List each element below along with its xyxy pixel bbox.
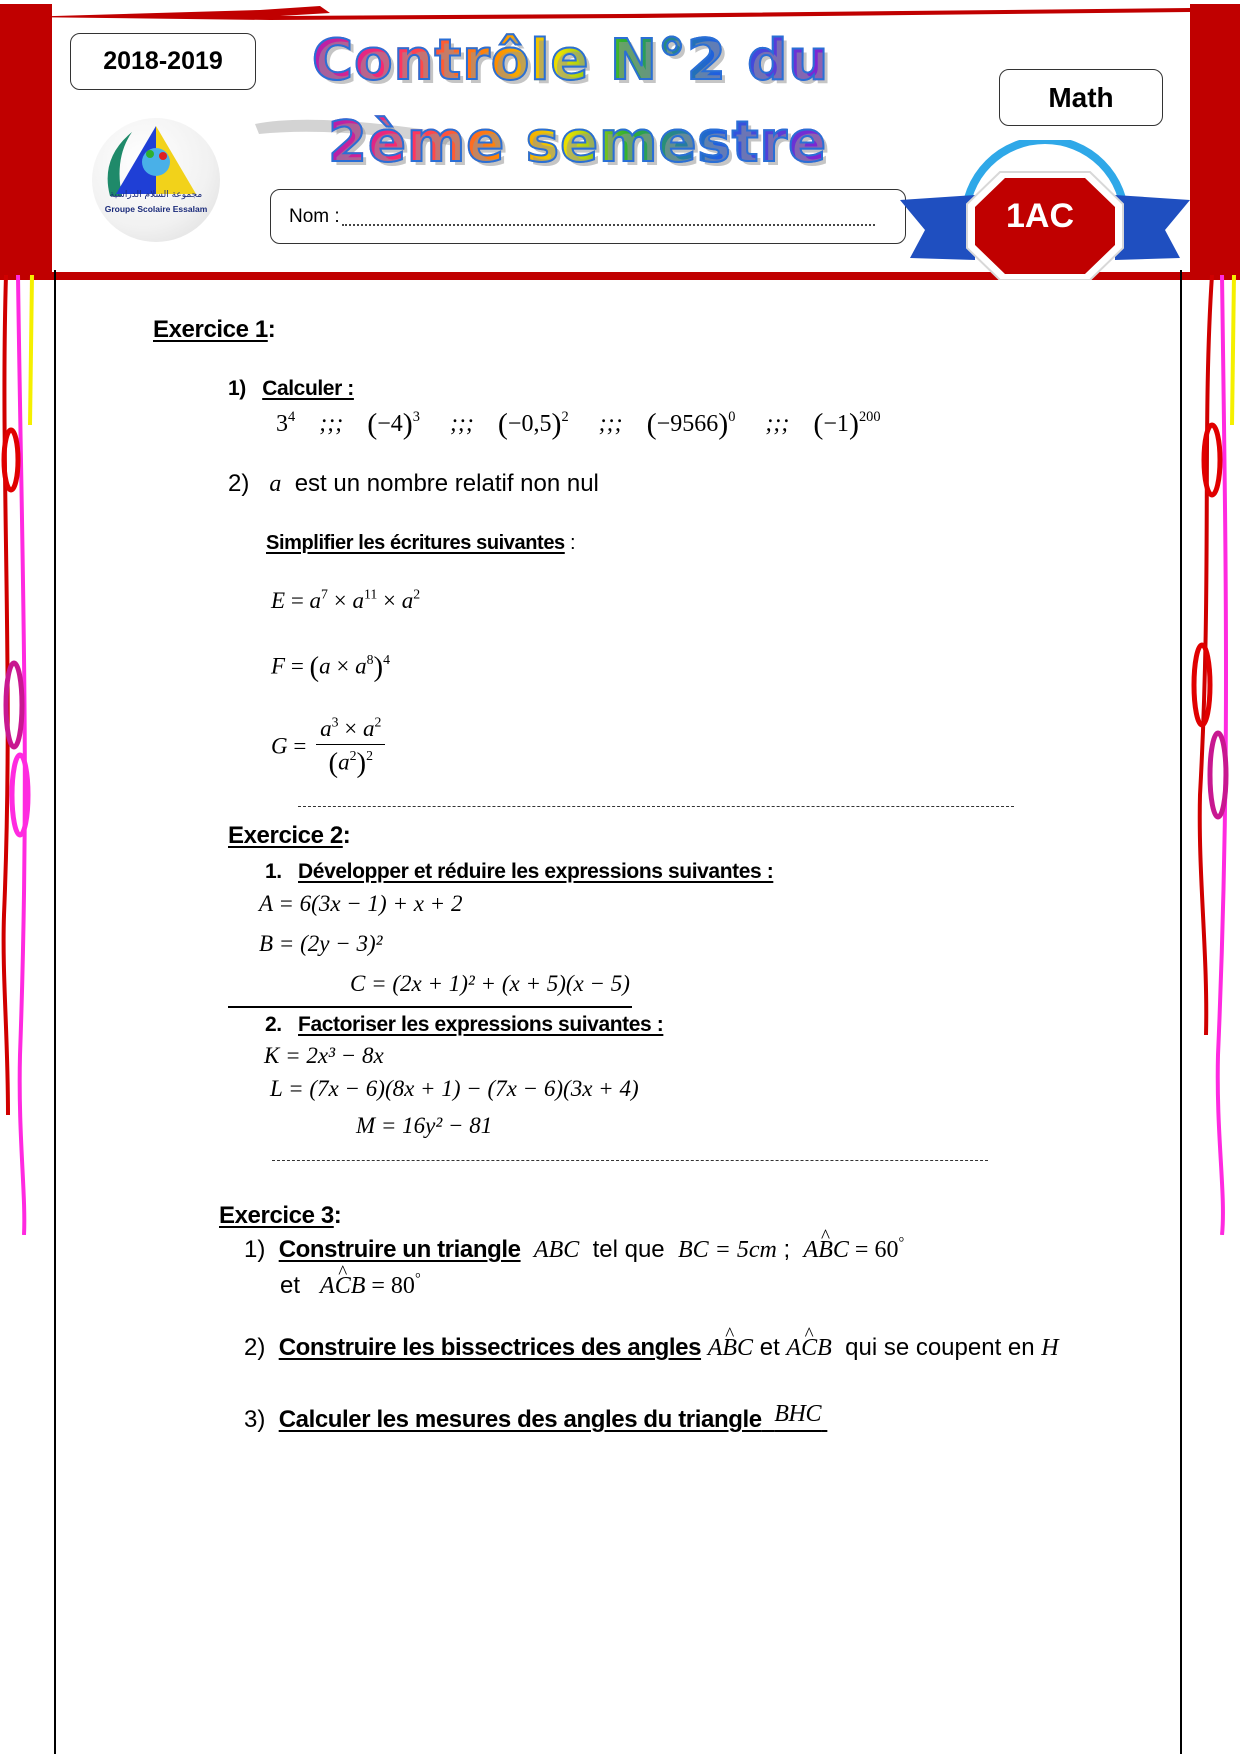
ex3-q1-number: 1)	[244, 1236, 266, 1263]
expression-G: G = $\frac{a^3 \times a^2}{(a^2)^2}$	[271, 716, 385, 780]
expression-E: $E = a^7 \times a^{11} \times a^2$	[271, 586, 421, 613]
ex2-part2-heading	[265, 1013, 663, 1037]
expression-M: M = 16y² − 81	[356, 1113, 493, 1138]
ex1-q1-expressions	[276, 407, 881, 441]
power-item-5: $(-1)^{200}$	[813, 407, 881, 440]
ex3-q3-number: 3)	[244, 1406, 266, 1433]
ex3-q2-et: et	[759, 1334, 780, 1361]
length-BC: BC = 5cm	[678, 1237, 777, 1263]
power-item-1: $3^4$	[276, 408, 296, 437]
expression-C: C = (2x + 1)² + (x + 5)(x − 5)	[350, 971, 630, 996]
exercise3-colon: :	[333, 1202, 342, 1229]
power-item-4: $(-9566)^0$	[646, 407, 736, 440]
ex3-q3-label: Calculer les mesures des angles du triangle	[278, 1406, 762, 1433]
point-H: H	[1041, 1335, 1059, 1361]
expression-L: L = (7x − 6)(8x + 1) − (7x − 6)(3x + 4)	[270, 1076, 639, 1101]
expression-A: A = 6(3x − 1) + x + 2	[259, 891, 463, 916]
angle-ABC: A^ BC = 60°	[804, 1237, 905, 1263]
variable-a: a	[269, 471, 282, 497]
ex3-q1-et: et	[280, 1272, 301, 1299]
ex3-q2-text: qui se coupent en	[845, 1334, 1035, 1361]
ex2-part1-label: Développer et réduire les expressions suivantes :	[298, 860, 774, 883]
separator: ;;;	[319, 410, 344, 437]
school-year: 2018-2019	[103, 47, 223, 75]
separator-solid	[228, 1006, 632, 1008]
instruction-colon: :	[569, 532, 576, 554]
expression-K: K = 2x³ − 8x	[264, 1043, 384, 1068]
exercise1-title	[153, 316, 275, 344]
separator: ;;;	[449, 410, 474, 437]
ex3-q2-label: Construire les bissectrices des angles	[278, 1334, 702, 1361]
ex2-part2-label: Factoriser les expressions suivantes :	[298, 1013, 664, 1036]
ex3-q2-number: 2)	[244, 1334, 266, 1361]
ex1-q1-heading	[228, 377, 354, 401]
angle-ACB: A^ CB = 80°	[320, 1273, 421, 1299]
ex2-part1-number: 1.	[265, 860, 282, 883]
ex3-q2	[244, 1334, 1059, 1362]
exam-title-line1: Contrôle N°2 du	[312, 28, 830, 93]
logo-french-text: Groupe Scolaire Essalam	[104, 204, 208, 214]
name-label: Nom :	[289, 205, 340, 227]
power-item-2: $(-4)^3$	[367, 407, 420, 440]
ex1-q2-statement	[228, 470, 599, 498]
ex2-part1-heading	[265, 860, 773, 884]
ex3-q1-label: Construire un triangle	[278, 1236, 521, 1263]
ex1-q2-text: est un nombre relatif non nul	[294, 470, 599, 497]
ex1-q1-number: 1)	[228, 377, 246, 400]
exercise2-title-text: Exercice 2	[228, 822, 343, 849]
simplify-instruction: Simplifier les écritures suivantes	[266, 532, 565, 554]
ex2-part2-number: 2.	[265, 1013, 282, 1036]
ex1-q2-instruction	[228, 532, 575, 555]
subject-label: Math	[1048, 81, 1114, 113]
exercise2-colon: :	[342, 822, 351, 849]
exercise2-title	[228, 822, 350, 850]
triangle-BHC: BHC	[774, 1401, 822, 1427]
exercise1-title-text: Exercice 1	[153, 316, 268, 343]
separator: ;;;	[765, 410, 790, 437]
power-item-3: $(-0,5)^2$	[497, 407, 569, 440]
level-badge: 1AC	[1005, 196, 1075, 235]
fraction: $\frac{a^3 \times a^2}{(a^2)^2}$	[316, 716, 385, 780]
expression-B: B = (2y − 3)²	[259, 931, 383, 956]
exercise3-title	[219, 1202, 341, 1230]
ex3-q1	[244, 1236, 904, 1264]
ex1-q1-label: Calculer :	[262, 377, 354, 400]
ex3-q1-text: tel que	[592, 1236, 665, 1263]
exercise1-colon: :	[267, 316, 276, 343]
logo-arabic-text: مجموعة السلام الدراسية	[109, 190, 203, 200]
separator: ;;;	[598, 410, 623, 437]
ex3-q1-sep: ;	[783, 1236, 791, 1263]
angle-ACB-ref: A^ CB	[786, 1335, 831, 1361]
separator-dashed-1	[298, 806, 1014, 807]
ex1-q2-number: 2)	[228, 470, 250, 497]
separator-dashed-2	[272, 1160, 988, 1161]
exam-title-line2: 2ème semestre	[328, 110, 828, 175]
ex3-q3-label-wrap	[278, 1401, 828, 1433]
expression-F: $F = (a \times a^8)^4$	[271, 651, 390, 683]
ex3-q3	[244, 1401, 827, 1434]
angle-ABC-ref: A^ BC	[708, 1335, 753, 1361]
triangle-ABC: ABC	[533, 1237, 580, 1263]
exercise3-title-text: Exercice 3	[219, 1202, 334, 1229]
ex3-q1-line2	[280, 1272, 421, 1300]
